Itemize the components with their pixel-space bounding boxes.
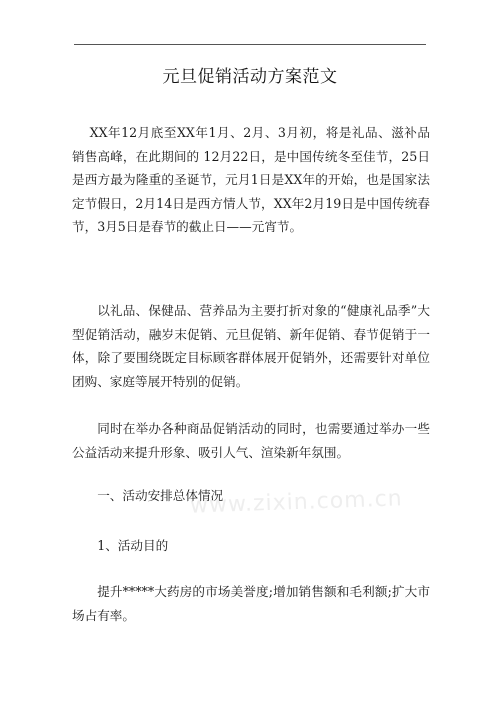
watermark-text: www.zixin.com.cn [189, 486, 404, 519]
document-title: 元旦促销活动方案范文 [162, 67, 338, 87]
paragraph-public-welfare: 同时在举办各种商品促销活动的同时，也需要通过举办一些公益活动来提升形象、吸引人气、渲染新年氛围。 [72, 421, 430, 460]
paragraph-purpose-detail: 提升*****大药房的市场美誉度;增加销售额和毛利额;扩大市场占有率。 [72, 584, 430, 623]
paragraph-holiday-schedule: XX年12月底至XX年1月、2月、3月初，将是礼品、滋补品销售高峰，在此期间的 12月22日，是中国传统冬至佳节，25日是西方最为隆重的圣诞节，元月1日是XX年的开始，也是国家法定节假日，2月14日是西方情人节，XX年2月19日是中国传统春节，3月5日是春节的截止日——元宵节。 [72, 125, 430, 234]
section-heading-overview: 一、活动安排总体情况 [97, 488, 224, 503]
subsection-heading-purpose: 1、活动目的 [97, 538, 169, 553]
header-rule [74, 44, 426, 45]
paragraph-promotion-theme: 以礼品、保健品、营养品为主要打折对象的“健康礼品季”大型促销活动，融岁末促销、元旦促销、新年促销、春节促销于一体，除了要围绕既定目标顾客群体展开促销外，还需要针对单位团购、家庭等展开特别的促销。 [72, 303, 430, 389]
